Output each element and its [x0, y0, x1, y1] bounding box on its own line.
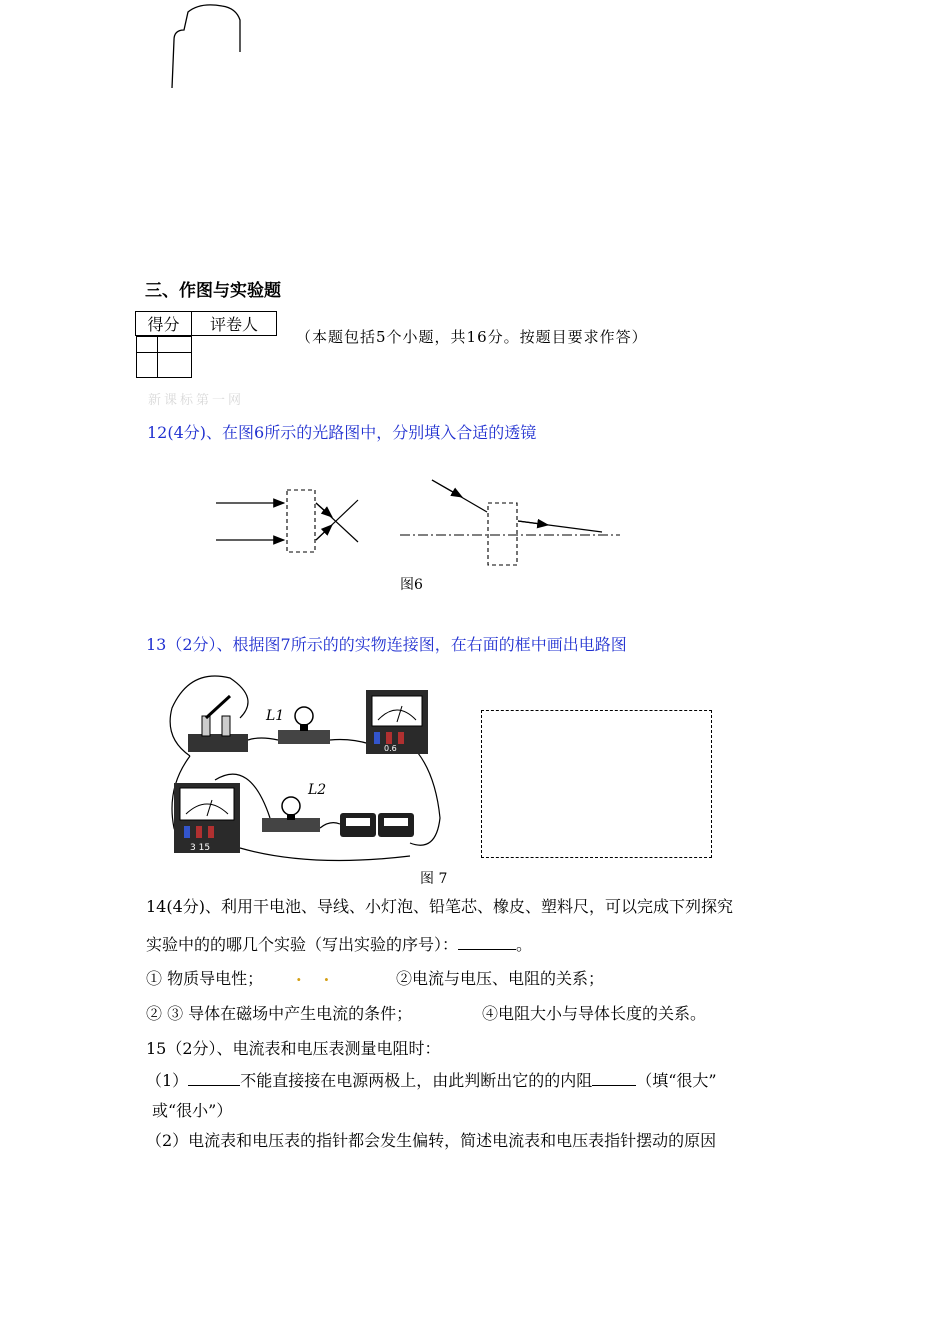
q15-blank-1[interactable]: [188, 1069, 240, 1086]
q14-answer-blank[interactable]: [458, 933, 516, 950]
q15-part1-text: 不能直接接在电源两极上，由此判断出它的的内阻: [240, 1071, 593, 1090]
section-instructions: （本题包括5个小题，共16分。按题目要求作答）: [296, 328, 648, 346]
q14-line2-suffix: 。: [516, 935, 533, 954]
circuit-diagram-answer-box[interactable]: [481, 710, 712, 858]
grader-header: 评卷人: [192, 312, 277, 336]
q14-line2-prefix: 实验中的的哪几个实验（写出实验的序号）：: [146, 935, 459, 954]
figure-6-light-paths: [200, 465, 640, 575]
ammeter: [366, 690, 428, 754]
batteries: [340, 813, 414, 837]
figure-7-label: 图 7: [420, 871, 448, 887]
q14-line1: 14(4分)、利用干电池、导线、小灯泡、铅笔芯、橡皮、塑料尺，可以完成下列探究: [146, 897, 734, 916]
lens-box-left: [287, 490, 315, 552]
q14-option-2: ②电流与电压、电阻的关系；: [396, 969, 605, 988]
score-header: 得分: [136, 312, 192, 336]
score-table: [135, 311, 277, 357]
q14-option-3: ② ③ 导体在磁场中产生电流的条件；: [146, 1004, 413, 1023]
q15-part1-hint: （填“很大”: [636, 1071, 717, 1090]
section-title: 三、作图与实验题: [145, 281, 281, 301]
lamp-l1-label: L1: [266, 708, 285, 724]
handwriting-scribble: [160, 0, 260, 100]
voltmeter-terminal-label: 3 15: [190, 843, 211, 853]
q15-part1-num: （1）: [146, 1071, 189, 1090]
q15-part1: [146, 1068, 717, 1091]
q15-part1-hint-cont: 或“很小”）: [152, 1101, 233, 1120]
switch: [188, 696, 248, 752]
figure-6-label: 图6: [400, 577, 423, 593]
q14-line2: [146, 932, 532, 955]
lamp-l1: [278, 707, 330, 744]
q15-title: 15（2分）、电流表和电压表测量电阻时：: [146, 1039, 441, 1058]
lamp-l2-label: L2: [308, 782, 327, 798]
score-cell[interactable]: [136, 337, 158, 378]
grader-cell[interactable]: [158, 337, 191, 378]
ammeter-terminal-label: 0.6: [384, 744, 397, 753]
figure-7-circuit: [160, 668, 460, 868]
q15-blank-2[interactable]: [592, 1069, 636, 1086]
lens-box-right: [488, 503, 517, 565]
watermark: 新课标第一网: [148, 393, 245, 408]
q12-text: 12(4分)、在图6所示的光路图中，分别填入合适的透镜: [147, 423, 537, 442]
decorative-dots: ..: [296, 966, 352, 985]
q13-text: 13（2分）、根据图7所示的的实物连接图，在右面的框中画出电路图: [146, 635, 627, 654]
q14-option-1: ① 物质导电性；: [146, 969, 264, 988]
q15-part2: （2）电流表和电压表的指针都会发生偏转，简述电流表和电压表指针摆动的原因: [146, 1131, 717, 1150]
q14-option-4: ④电阻大小与导体长度的关系。: [482, 1004, 707, 1023]
lamp-l2: [262, 797, 320, 832]
